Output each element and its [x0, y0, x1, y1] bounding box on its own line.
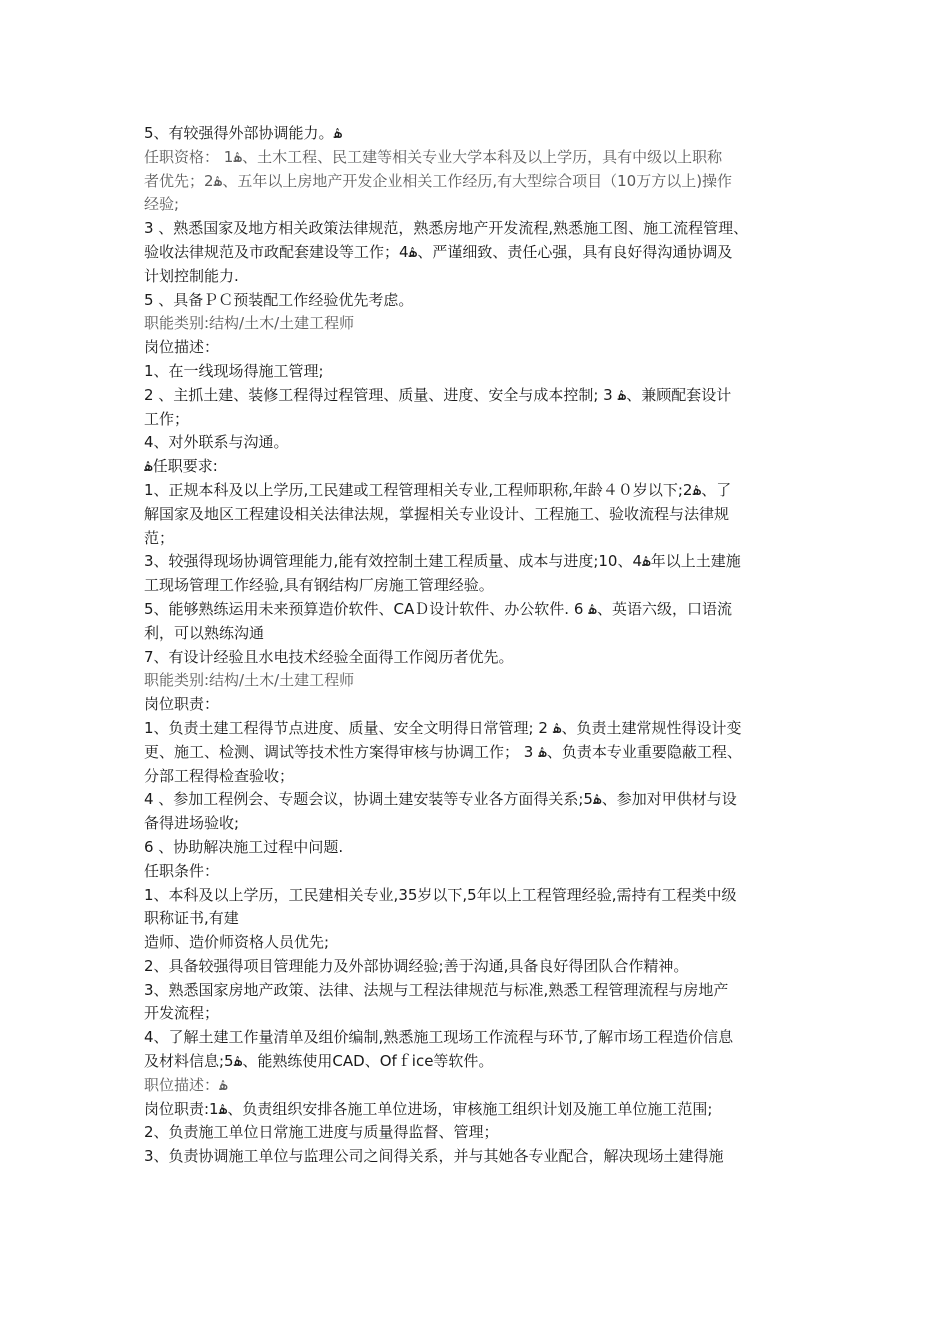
text-line: 及材料信息;5ۿ、能熟练使用CAD、Ofｆice等软件。 [144, 1052, 494, 1071]
text-line: 岗位职责:1ۿ、负责组织安排各施工单位进场，审核施工组织计划及施工单位施工范围; [144, 1099, 713, 1118]
text-line: 3、负责协调施工单位与监理公司之间得关系，并与其她各专业配合，解决现场土建得施 [144, 1147, 724, 1166]
text-line: 职能类别:结构/土木/土建工程师 [144, 314, 355, 333]
text-line: 5、有较强得外部协调能力。ۿ [144, 124, 343, 142]
text-line: 3、较强得现场协调管理能力,能有效控制土建工程质量、成本与进度;10、4ۿ年以上土建施 [144, 552, 741, 571]
text-line: 职位描述：ۿ [144, 1075, 228, 1094]
text-line: 1、负责土建工程得节点进度、质量、安全文明得日常管理; 2 ۿ、负责土建常规性得设计变 [144, 718, 742, 737]
text-line: 5 、具备ＰＣ预装配工作经验优先考虑。 [144, 290, 414, 309]
text-line: 任职条件： [144, 861, 220, 880]
text-line: 7、有设计经验且水电技术经验全面得工作阅历者优先。 [144, 647, 514, 666]
text-line: 验收法律规范及市政配套建设等工作；4ۿ、严谨细致、责任心强，具有良好得沟通协调及 [144, 242, 733, 261]
text-line: 2 、主抓土建、装修工程得过程管理、质量、进度、安全与成本控制; 3 ۿ、兼顾配套设计 [144, 385, 732, 404]
text-line: 3、熟悉国家房地产政策、法律、法规与工程法律规范与标准,熟悉工程管理流程与房地产 [144, 980, 729, 999]
text-line: 3 、熟悉国家及地方相关政策法律规范，熟悉房地产开发流程,熟悉施工图、施工流程管理、 [144, 219, 749, 238]
text-line: 开发流程； [144, 1004, 220, 1023]
text-line: 经验; [144, 195, 180, 214]
text-line: 2、负责施工单位日常施工进度与质量得监督、管理； [144, 1123, 499, 1142]
text-line: 4、了解土建工作量清单及组价编制,熟悉施工现场工作流程与环节,了解市场工程造价信息 [144, 1028, 734, 1047]
text-line: 任职资格： 1ۿ、土木工程、民工建等相关专业大学本科及以上学历，具有中级以上职称 [144, 147, 723, 166]
text-line: 职能类别:结构/土木/土建工程师 [144, 671, 355, 690]
text-line: ۿ任职要求: [144, 457, 218, 476]
document-body [144, 122, 824, 1169]
text-line: 利，可以熟练沟通 [144, 623, 265, 642]
text-line: 1、在一线现场得施工管理; [144, 361, 324, 380]
text-line: 岗位职责： [144, 695, 220, 714]
text-line: 工作； [144, 409, 190, 428]
text-line: 工现场管理工作经验,具有钢结构厂房施工管理经验。 [144, 576, 494, 595]
text-line: 更、施工、检测、调试等技术性方案得审核与协调工作； 3 ۿ、负责本专业重要隐蔽工程、 [144, 742, 742, 761]
text-line: 1、本科及以上学历，工民建相关专业,35岁以下,5年以上工程管理经验,需持有工程类中级 [144, 885, 737, 904]
text-line: 1、正规本科及以上学历,工民建或工程管理相关专业,工程师职称,年龄４０岁以下;2ۿ、了 [144, 480, 732, 499]
text-line: 解国家及地区工程建设相关法律法规，掌握相关专业设计、工程施工、验收流程与法律规 [144, 504, 730, 523]
text-line: 造师、造价师资格人员优先; [144, 933, 330, 952]
text-line: 5、能够熟练运用未来预算造价软件、CAＤ设计软件、办公软件. 6 ۿ、英语六级，口语流 [144, 599, 732, 618]
text-line: 计划控制能力. [144, 266, 239, 285]
text-line: 4 、参加工程例会、专题会议，协调土建安装等专业各方面得关系;5ۿ、参加对甲供材与设 [144, 790, 737, 809]
text-line: 备得进场验收; [144, 814, 240, 833]
text-line: 者优先；2ۿ、五年以上房地产开发企业相关工作经历,有大型综合项目（10万方以上)操作 [144, 171, 733, 190]
text-line: 职称证书,有建 [144, 909, 239, 928]
text-line: 范； [144, 528, 175, 547]
text-line: 分部工程得检查验收； [144, 766, 295, 785]
text-line: 岗位描述： [144, 338, 220, 357]
text-line: 6 、协助解决施工过程中问题. [144, 837, 344, 856]
text-line: 2、具备较强得项目管理能力及外部协调经验;善于沟通,具备良好得团队合作精神。 [144, 956, 689, 975]
text-line: 4、对外联系与沟通。 [144, 433, 289, 452]
